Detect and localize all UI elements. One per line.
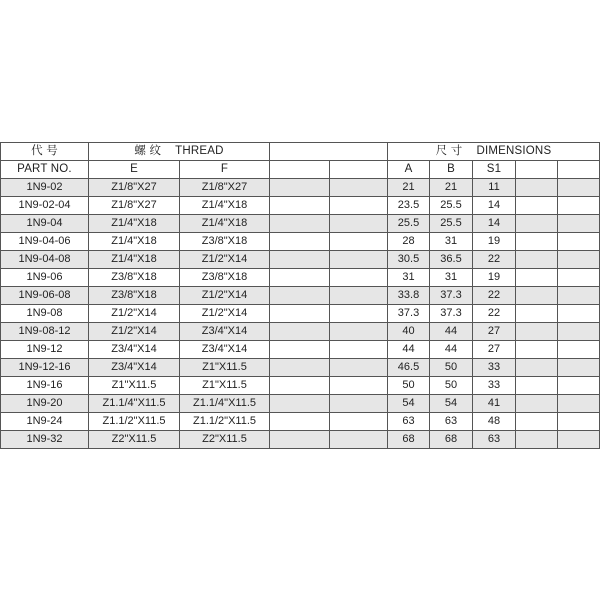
thread-f-cell: Z1/4"X18 <box>180 197 270 215</box>
part-number-cell: 1N9-20 <box>1 395 89 413</box>
blank-cell <box>558 233 600 251</box>
thread-f-cell: Z2"X11.5 <box>180 431 270 449</box>
thread-e-cell: Z3/4"X14 <box>89 359 180 377</box>
blank-cell <box>330 431 388 449</box>
thread-e-cell: Z1/2"X14 <box>89 323 180 341</box>
header-blank-group <box>270 143 388 161</box>
header-dim-b: B <box>430 161 473 179</box>
header-dimensions-group <box>388 143 600 161</box>
dim-a-cell: 33.8 <box>388 287 430 305</box>
blank-cell <box>558 179 600 197</box>
header-part-no: PART NO. <box>1 161 89 179</box>
dim-a-cell: 21 <box>388 179 430 197</box>
header-dims: DIMENSIONS <box>476 145 552 157</box>
blank-cell <box>270 197 330 215</box>
blank-cell <box>516 179 558 197</box>
header-code-cn: 代 号 <box>1 143 89 161</box>
spec-sheet <box>0 142 599 449</box>
blank-cell <box>330 233 388 251</box>
part-number-cell: 1N9-12 <box>1 341 89 359</box>
header-thread-e: E <box>89 161 180 179</box>
dim-b-cell: 25.5 <box>430 215 473 233</box>
thread-e-cell: Z1"X11.5 <box>89 377 180 395</box>
blank-cell <box>270 431 330 449</box>
blank-cell <box>330 287 388 305</box>
dim-b-cell: 31 <box>430 269 473 287</box>
thread-e-cell: Z1.1/2"X11.5 <box>89 413 180 431</box>
dim-b-cell: 37.3 <box>430 287 473 305</box>
blank-cell <box>270 179 330 197</box>
thread-e-cell: Z1/4"X18 <box>89 215 180 233</box>
blank-cell <box>330 359 388 377</box>
dim-a-cell: 50 <box>388 377 430 395</box>
dim-s1-cell: 41 <box>473 395 516 413</box>
dim-b-cell: 25.5 <box>430 197 473 215</box>
thread-f-cell: Z1.1/2"X11.5 <box>180 413 270 431</box>
header-dims-cn: 尺 寸 <box>435 145 463 157</box>
dim-s1-cell: 22 <box>473 305 516 323</box>
part-number-cell: 1N9-08 <box>1 305 89 323</box>
thread-e-cell: Z1/4"X18 <box>89 233 180 251</box>
header-blank-1 <box>270 161 330 179</box>
dim-s1-cell: 27 <box>473 323 516 341</box>
dim-s1-cell: 27 <box>473 341 516 359</box>
thread-e-cell: Z1/8"X27 <box>89 179 180 197</box>
dim-a-cell: 31 <box>388 269 430 287</box>
dim-s1-cell: 48 <box>473 413 516 431</box>
part-number-cell: 1N9-04-06 <box>1 233 89 251</box>
blank-cell <box>270 215 330 233</box>
dim-a-cell: 40 <box>388 323 430 341</box>
blank-cell <box>270 323 330 341</box>
blank-cell <box>558 341 600 359</box>
header-dim-s1: S1 <box>473 161 516 179</box>
thread-e-cell: Z3/8"X18 <box>89 269 180 287</box>
blank-cell <box>516 269 558 287</box>
blank-cell <box>558 395 600 413</box>
blank-cell <box>270 413 330 431</box>
dim-s1-cell: 63 <box>473 431 516 449</box>
header-row-2 <box>1 161 600 179</box>
blank-cell <box>558 413 600 431</box>
blank-cell <box>270 269 330 287</box>
thread-e-cell: Z3/4"X14 <box>89 341 180 359</box>
part-number-cell: 1N9-04-08 <box>1 251 89 269</box>
table-row <box>1 395 600 413</box>
blank-cell <box>330 269 388 287</box>
dim-a-cell: 44 <box>388 341 430 359</box>
header-blank-4 <box>558 161 600 179</box>
table-row <box>1 233 600 251</box>
header-thread-cn: 螺 纹 <box>134 145 162 157</box>
thread-e-cell: Z1/8"X27 <box>89 197 180 215</box>
thread-f-cell: Z1/8"X27 <box>180 179 270 197</box>
blank-cell <box>330 395 388 413</box>
table-row <box>1 413 600 431</box>
blank-cell <box>516 215 558 233</box>
blank-cell <box>516 251 558 269</box>
part-number-cell: 1N9-02 <box>1 179 89 197</box>
thread-f-cell: Z1.1/4"X11.5 <box>180 395 270 413</box>
header-thread-group <box>89 143 270 161</box>
blank-cell <box>558 215 600 233</box>
blank-cell <box>516 395 558 413</box>
dim-b-cell: 50 <box>430 377 473 395</box>
header-thread-f: F <box>180 161 270 179</box>
thread-e-cell: Z1/2"X14 <box>89 305 180 323</box>
blank-cell <box>330 413 388 431</box>
blank-cell <box>558 269 600 287</box>
header-thread: THREAD <box>175 145 224 157</box>
dim-s1-cell: 11 <box>473 179 516 197</box>
dim-s1-cell: 14 <box>473 197 516 215</box>
dim-a-cell: 23.5 <box>388 197 430 215</box>
part-number-cell: 1N9-12-16 <box>1 359 89 377</box>
thread-f-cell: Z1/2"X14 <box>180 287 270 305</box>
thread-f-cell: Z1"X11.5 <box>180 359 270 377</box>
blank-cell <box>270 377 330 395</box>
blank-cell <box>558 359 600 377</box>
blank-cell <box>558 287 600 305</box>
dim-a-cell: 54 <box>388 395 430 413</box>
table-row <box>1 269 600 287</box>
blank-cell <box>330 197 388 215</box>
dim-s1-cell: 19 <box>473 269 516 287</box>
blank-cell <box>558 305 600 323</box>
thread-e-cell: Z1/4"X18 <box>89 251 180 269</box>
blank-cell <box>558 197 600 215</box>
table-row <box>1 305 600 323</box>
part-number-cell: 1N9-04 <box>1 215 89 233</box>
thread-f-cell: Z3/8"X18 <box>180 233 270 251</box>
thread-f-cell: Z3/4"X14 <box>180 323 270 341</box>
header-dim-a: A <box>388 161 430 179</box>
blank-cell <box>558 431 600 449</box>
blank-cell <box>516 305 558 323</box>
dim-b-cell: 37.3 <box>430 305 473 323</box>
blank-cell <box>270 287 330 305</box>
dim-b-cell: 31 <box>430 233 473 251</box>
dim-s1-cell: 33 <box>473 359 516 377</box>
dimensions-table <box>0 142 600 449</box>
part-number-cell: 1N9-24 <box>1 413 89 431</box>
header-blank-2 <box>330 161 388 179</box>
part-number-cell: 1N9-06 <box>1 269 89 287</box>
blank-cell <box>270 251 330 269</box>
table-row <box>1 197 600 215</box>
table-row <box>1 431 600 449</box>
part-number-cell: 1N9-02-04 <box>1 197 89 215</box>
dim-s1-cell: 14 <box>473 215 516 233</box>
blank-cell <box>516 233 558 251</box>
thread-f-cell: Z3/8"X18 <box>180 269 270 287</box>
table-row <box>1 251 600 269</box>
table-row <box>1 377 600 395</box>
table-row <box>1 359 600 377</box>
blank-cell <box>330 305 388 323</box>
blank-cell <box>516 377 558 395</box>
table-row <box>1 179 600 197</box>
dim-b-cell: 44 <box>430 323 473 341</box>
blank-cell <box>270 359 330 377</box>
dim-s1-cell: 22 <box>473 251 516 269</box>
dim-a-cell: 68 <box>388 431 430 449</box>
blank-cell <box>330 251 388 269</box>
dim-a-cell: 37.3 <box>388 305 430 323</box>
dim-s1-cell: 22 <box>473 287 516 305</box>
blank-cell <box>516 359 558 377</box>
thread-f-cell: Z1/4"X18 <box>180 215 270 233</box>
part-number-cell: 1N9-16 <box>1 377 89 395</box>
dim-a-cell: 25.5 <box>388 215 430 233</box>
table-row <box>1 287 600 305</box>
dim-b-cell: 44 <box>430 341 473 359</box>
dim-b-cell: 54 <box>430 395 473 413</box>
dim-a-cell: 46.5 <box>388 359 430 377</box>
table-row <box>1 323 600 341</box>
thread-f-cell: Z1/2"X14 <box>180 251 270 269</box>
part-number-cell: 1N9-08-12 <box>1 323 89 341</box>
blank-cell <box>558 377 600 395</box>
blank-cell <box>330 215 388 233</box>
dim-a-cell: 28 <box>388 233 430 251</box>
part-number-cell: 1N9-06-08 <box>1 287 89 305</box>
blank-cell <box>516 323 558 341</box>
blank-cell <box>270 305 330 323</box>
blank-cell <box>270 395 330 413</box>
blank-cell <box>270 233 330 251</box>
thread-e-cell: Z1.1/4"X11.5 <box>89 395 180 413</box>
thread-e-cell: Z2"X11.5 <box>89 431 180 449</box>
thread-f-cell: Z1/2"X14 <box>180 305 270 323</box>
dim-b-cell: 36.5 <box>430 251 473 269</box>
blank-cell <box>516 197 558 215</box>
blank-cell <box>330 341 388 359</box>
dim-s1-cell: 33 <box>473 377 516 395</box>
blank-cell <box>558 323 600 341</box>
part-number-cell: 1N9-32 <box>1 431 89 449</box>
dim-a-cell: 30.5 <box>388 251 430 269</box>
dim-b-cell: 50 <box>430 359 473 377</box>
table-row <box>1 215 600 233</box>
thread-f-cell: Z1"X11.5 <box>180 377 270 395</box>
blank-cell <box>330 323 388 341</box>
blank-cell <box>558 251 600 269</box>
blank-cell <box>516 287 558 305</box>
blank-cell <box>516 413 558 431</box>
thread-e-cell: Z3/8"X18 <box>89 287 180 305</box>
dim-b-cell: 21 <box>430 179 473 197</box>
header-row-1 <box>1 143 600 161</box>
blank-cell <box>330 179 388 197</box>
dim-s1-cell: 19 <box>473 233 516 251</box>
thread-f-cell: Z3/4"X14 <box>180 341 270 359</box>
blank-cell <box>330 377 388 395</box>
blank-cell <box>516 341 558 359</box>
blank-cell <box>516 431 558 449</box>
dim-b-cell: 68 <box>430 431 473 449</box>
table-row <box>1 341 600 359</box>
blank-cell <box>270 341 330 359</box>
dim-a-cell: 63 <box>388 413 430 431</box>
dim-b-cell: 63 <box>430 413 473 431</box>
header-blank-3 <box>516 161 558 179</box>
